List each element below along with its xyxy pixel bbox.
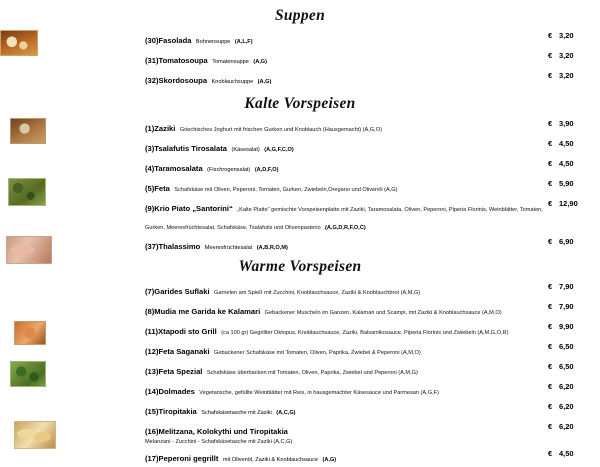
item-desc: „Kalte Platte“ gemischte Vorspeisenplatte mit Zaziki, Taramosalata, Oliven, Peperoni, Piperia Florinis, Weinblätter, Tomaten, Gurken, Meeresfrüchtesalat, Schafskäse, Tsalafutis und Olivenpasterio — [145, 207, 543, 231]
price-value: 5,90 — [559, 179, 574, 188]
item-text — [145, 281, 548, 299]
item-number: (12) — [145, 347, 159, 356]
item-inline-desc: Bohnensuppe — [195, 39, 231, 45]
item-desc: Melanzani - Zucchini - Schafskäsetasche mit Zaziki (A,C,G) — [145, 439, 293, 445]
dish-photo-icon — [10, 361, 46, 387]
price-value: 6,50 — [559, 342, 574, 351]
item-name: Skordosoupa — [158, 76, 208, 85]
currency-symbol: € — [548, 342, 553, 351]
menu-item-row — [0, 447, 600, 467]
menu-section-kalte-vorspeisen — [0, 117, 600, 255]
item-text — [145, 118, 548, 136]
price-value: 6,20 — [559, 382, 574, 391]
item-price — [548, 301, 600, 311]
menu-item-row — [0, 420, 600, 447]
item-text — [145, 50, 548, 68]
currency-symbol: € — [548, 362, 553, 371]
item-desc: Schafskäse mit Oliven, Peperoni, Tomaten, Gurken, Zwiebeln,Oregano und Olivenöl (A,G) — [174, 187, 398, 193]
item-text — [145, 236, 548, 254]
menu-item-row — [0, 340, 600, 360]
item-name: Krio Piato „Santorini“ — [154, 204, 233, 213]
item-inline-desc: (Fischrogensalat) — [207, 167, 251, 173]
currency-symbol: € — [548, 402, 553, 411]
dish-photo-icon — [14, 421, 56, 449]
item-inline-desc: Knoblauchsuppe — [211, 79, 254, 85]
item-number: (17) — [145, 454, 159, 464]
menu-item-row — [0, 137, 600, 157]
currency-symbol: € — [548, 179, 553, 188]
item-inline-desc: Meeresfrüchtesalat — [204, 245, 253, 251]
price-value: 6,90 — [559, 237, 574, 246]
item-allergens: (A,L,F) — [234, 39, 253, 45]
menu-item-row — [0, 177, 600, 197]
item-price — [548, 198, 600, 208]
dish-photo-icon — [6, 236, 52, 264]
menu-item-row — [0, 280, 600, 300]
item-name: Tiropitakia — [158, 407, 197, 416]
item-name: Thalassimo — [158, 242, 201, 251]
item-name: Peperoni gegrillt — [158, 454, 219, 464]
item-name: Zaziki — [154, 124, 176, 133]
item-price — [548, 50, 600, 60]
item-number: (3) — [145, 144, 155, 153]
currency-symbol: € — [548, 422, 553, 431]
currency-symbol: € — [548, 159, 553, 168]
currency-symbol: € — [548, 237, 553, 246]
item-price — [548, 178, 600, 188]
item-text — [145, 448, 548, 466]
item-desc: Garnelen am Spieß mit Zucchini, Knoblauchsauce, Zaziki & Knoblauchbrot (A,M,G) — [214, 290, 421, 296]
price-value: 3,90 — [559, 119, 574, 128]
price-value: 4,50 — [559, 139, 574, 148]
dish-photo-icon — [10, 118, 46, 144]
price-value: 7,90 — [559, 282, 574, 291]
item-number: (37) — [145, 242, 159, 251]
item-text — [145, 301, 548, 319]
price-value: 6,20 — [559, 422, 574, 431]
item-name: Feta Spezial — [158, 367, 203, 376]
menu-section-suppen — [0, 29, 600, 89]
item-text — [145, 198, 548, 234]
dish-photo-icon — [14, 321, 46, 345]
menu-item-row — [0, 69, 600, 89]
item-name: Mudia me Garida ke Kalamari — [154, 307, 261, 316]
item-price — [548, 361, 600, 371]
menu-item-row — [0, 29, 600, 49]
item-desc: Griechisches Joghurt mit frischen Gurken und Knoblauch (Hausgemacht) (A,G,O) — [179, 127, 382, 133]
item-name: Feta Saganaki — [158, 347, 210, 356]
item-text — [145, 70, 548, 88]
item-allergens: (A,B,R,O,M) — [256, 245, 288, 251]
item-price — [548, 281, 600, 291]
price-value: 3,20 — [559, 71, 574, 80]
currency-symbol: € — [548, 71, 553, 80]
item-name: Tomatosoupa — [158, 56, 208, 65]
currency-symbol: € — [548, 282, 553, 291]
item-number: (15) — [145, 407, 159, 416]
currency-symbol: € — [548, 449, 553, 459]
menu-item-row — [0, 49, 600, 69]
section-title-warme-vorspeisen: Warme Vorspeisen — [238, 258, 362, 275]
price-value: 12,90 — [559, 199, 578, 208]
currency-symbol: € — [548, 382, 553, 391]
dish-photo-icon — [0, 30, 38, 56]
currency-symbol: € — [548, 322, 553, 331]
dish-photo-icon — [8, 178, 46, 206]
item-name: Garides Suflaki — [154, 287, 210, 296]
currency-symbol: € — [548, 31, 553, 40]
price-value: 4,50 — [559, 449, 574, 459]
item-name: Tsalafutis Tirosalata — [154, 144, 228, 153]
menu-item-row — [0, 360, 600, 380]
item-number: (7) — [145, 287, 155, 296]
item-inline-desc: Schafskäsetasche mit Zaziki — [201, 410, 272, 416]
menu-item-row — [0, 197, 600, 235]
price-value: 7,90 — [559, 302, 574, 311]
item-allergens: (A,D,F,O) — [254, 167, 279, 173]
item-number: (31) — [145, 56, 159, 65]
item-name: Fasolada — [158, 36, 192, 45]
menu-item-row — [0, 380, 600, 400]
item-number: (32) — [145, 76, 159, 85]
item-name: Taramosalata — [154, 164, 203, 173]
item-text — [145, 138, 548, 156]
item-name: Feta — [154, 184, 170, 193]
item-price — [548, 321, 600, 331]
item-desc: Gebackener Schafskäse mit Tomaten, Oliven, Paprika, Zwiebel & Peperoni (A,M,O) — [214, 350, 421, 356]
item-price — [548, 70, 600, 80]
item-number: (16) — [145, 427, 159, 436]
item-name: Xtapodi sto Grill — [158, 327, 217, 336]
item-price — [548, 401, 600, 411]
item-price — [548, 236, 600, 246]
item-number: (1) — [145, 124, 155, 133]
item-allergens: (A,G) — [253, 59, 268, 65]
item-desc: Schafskäse überbacken mit Tomaten, Oliven, Paprika, Zwiebel und Peperoni (A,M,G) — [206, 370, 418, 376]
section-title-suppen: Suppen — [274, 7, 326, 24]
item-number: (13) — [145, 367, 159, 376]
item-number: (5) — [145, 184, 155, 193]
item-desc: Gebackener Muscheln im Ganzen, Kalamari und Scampi, mit Zaziki & Knoblauchsauce (A,M,O) — [264, 310, 502, 316]
item-text — [145, 421, 548, 446]
item-number: (14) — [145, 387, 159, 396]
item-allergens: (A,G) — [257, 79, 272, 85]
item-number: (11) — [145, 327, 159, 336]
item-text — [145, 178, 548, 196]
menu-item-row — [0, 157, 600, 177]
item-number: (9) — [145, 204, 155, 213]
item-price — [548, 158, 600, 168]
currency-symbol: € — [548, 119, 553, 128]
item-number: (30) — [145, 36, 159, 45]
item-allergens: (A,G,D,R,F,O,C) — [325, 225, 366, 231]
item-number: (8) — [145, 307, 155, 316]
price-value: 6,20 — [559, 402, 574, 411]
price-value: 3,20 — [559, 31, 574, 40]
price-value: 6,50 — [559, 362, 574, 371]
item-inline-desc: mit Olivenöl, Zaziki & Knoblauchsauce — [222, 457, 319, 464]
item-inline-desc: (Käsesalat) — [231, 147, 260, 153]
item-price — [548, 118, 600, 128]
price-value: 3,20 — [559, 51, 574, 60]
item-desc: (ca 100 gr) Gegrillter Oktopus, Knoblauchsauce, Zaziki, Balsamikosauce, Piperia Florinis und Zwiebeln (A,M,G,O,R) — [221, 330, 509, 336]
item-price — [548, 341, 600, 351]
item-text — [145, 361, 548, 379]
menu-item-row — [0, 320, 600, 340]
item-name: Dolmades — [158, 387, 195, 396]
item-text — [145, 341, 548, 359]
currency-symbol: € — [548, 199, 553, 208]
menu-item-row — [0, 235, 600, 255]
item-allergens: (A,G,F,C,O) — [264, 147, 294, 153]
item-text — [145, 30, 548, 48]
currency-symbol: € — [548, 51, 553, 60]
menu-section-warme-vorspeisen — [0, 280, 600, 467]
menu-item-row — [0, 117, 600, 137]
item-price — [548, 30, 600, 40]
item-text — [145, 381, 548, 399]
item-price — [548, 421, 600, 431]
currency-symbol: € — [548, 302, 553, 311]
price-value: 4,50 — [559, 159, 574, 168]
item-price — [548, 138, 600, 148]
item-number: (4) — [145, 164, 155, 173]
section-title-kalte-vorspeisen: Kalte Vorspeisen — [244, 95, 356, 112]
currency-symbol: € — [548, 139, 553, 148]
item-text — [145, 321, 548, 339]
item-desc: Vegetarische, gefüllte Weinblätter mit Reis, in hausgemachter Käsesauce und Parmesan (A,G,F) — [199, 390, 439, 396]
item-text — [145, 401, 548, 419]
item-allergens: (A,C,G) — [276, 410, 296, 416]
menu-item-row — [0, 300, 600, 320]
item-name: Melitzana, Kolokythi und Tiropitakia — [158, 427, 288, 436]
menu-item-row — [0, 400, 600, 420]
item-price — [548, 381, 600, 391]
item-allergens: (A,G) — [322, 457, 337, 464]
item-text — [145, 158, 548, 176]
price-value: 9,90 — [559, 322, 574, 331]
item-inline-desc: Tomatensuppe — [212, 59, 249, 65]
